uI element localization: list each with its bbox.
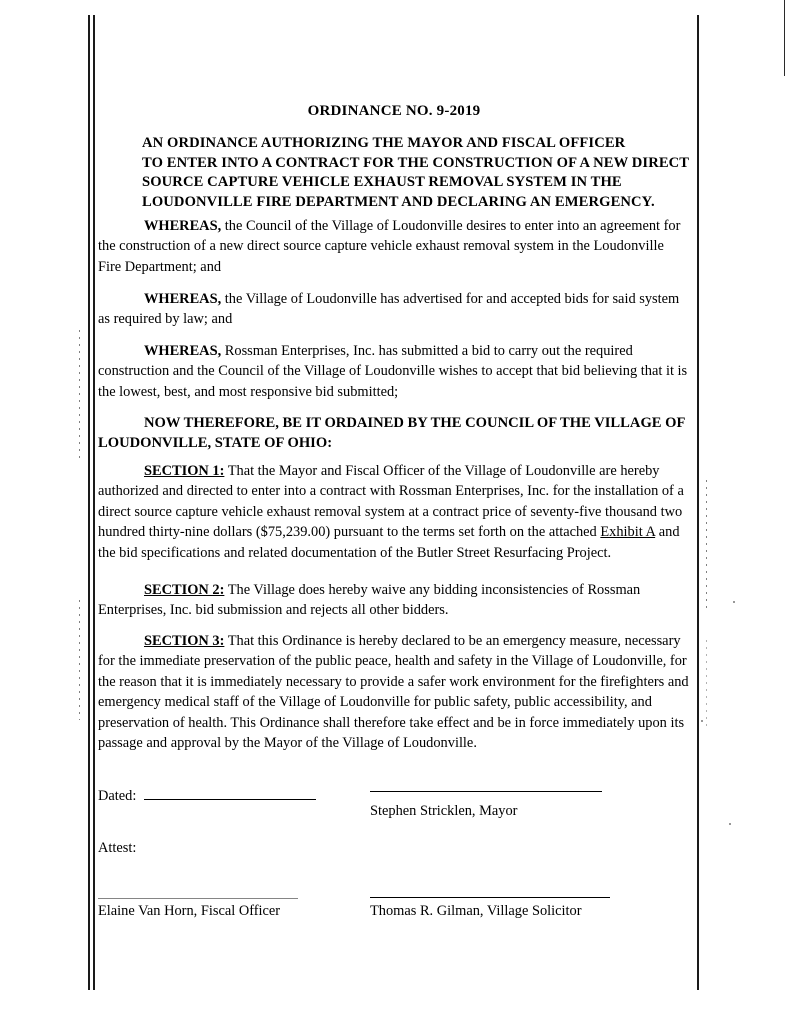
scan-artifact-left-lower: [79, 600, 80, 720]
ordinance-title-line-3: SOURCE CAPTURE VEHICLE EXHAUST REMOVAL SYSTEM IN THE: [142, 174, 622, 190]
enacting-clause: [98, 413, 690, 454]
scan-artifact-right-lower: [706, 640, 707, 730]
ordinance-number-heading: ORDINANCE NO. 9-2019: [307, 103, 481, 119]
fiscal-officer-name-label: Elaine Van Horn, Fiscal Officer: [98, 903, 281, 919]
solicitor-signature-line[interactable]: [370, 896, 610, 898]
whereas-clause-2: [98, 289, 690, 330]
ordinance-title-line-1: AN ORDINANCE AUTHORIZING THE MAYOR AND FISCAL OFFICER: [142, 135, 626, 151]
section-1-label: SECTION 1:: [144, 463, 225, 479]
whereas-clause-3: [98, 341, 690, 402]
whereas-text-3: Rossman Enterprises, Inc. has submitted a bid to carry out the required construction and the Council of the Village of Loudonville wishes to accept that bid believing that it is the lowest, best, and most responsive bid submitted;: [98, 343, 688, 400]
mayor-signature-line[interactable]: [370, 790, 602, 792]
whereas-clause-1: [98, 216, 690, 277]
section-1: [98, 461, 690, 563]
section-2-label: SECTION 2:: [144, 582, 225, 598]
section-3: [98, 631, 690, 753]
fiscal-officer-signature-line[interactable]: [98, 897, 298, 899]
whereas-lead-2: WHEREAS,: [144, 291, 222, 307]
whereas-lead-3: WHEREAS,: [144, 343, 222, 359]
ordinance-title-line-4: LOUDONVILLE FIRE DEPARTMENT AND DECLARING AN EMERGENCY.: [142, 193, 655, 210]
section-3-label: SECTION 3:: [144, 633, 225, 649]
section-3-text: That this Ordinance is hereby declared to be an emergency measure, necessary for the immediate preservation of the public peace, health and safety in the Village of Loudonville, for the reason that it is immediately necessary to provide a safer work environment for the firefighters and emergency medical staff of the Village of Loudonville for public safety, public accessibility, and preservation of health. This Ordinance shall therefore take effect and be in force immediately upon its passage and approval by the Mayor of the Village of Loudonville.: [98, 633, 689, 752]
whereas-text-2: the Village of Loudonville has advertised for and accepted bids for said system as required by law; and: [98, 291, 680, 328]
scan-artifact-left-upper: [79, 330, 80, 460]
page-left-rule-two: [93, 15, 95, 990]
dated-signature-line[interactable]: [144, 786, 316, 800]
section-2: [98, 580, 690, 621]
whereas-lead-1: WHEREAS,: [144, 218, 222, 234]
scan-speck: [729, 823, 731, 825]
section-1-text-before-exhibit: That the Mayor and Fiscal Officer of the Village of Loudonville are hereby authorized and directed to enter into a contract with Rossman Enterprises, Inc. for the installation of a direct source capture vehicle exhaust removal system at a contract price of seventy-five thousand two hundred thirty-nine dollars ($75,239.00) pursuant to the terms set forth on the attached: [98, 463, 684, 541]
scan-artifact-right-upper: [706, 480, 707, 610]
ordinance-title-line-2: TO ENTER INTO A CONTRACT FOR THE CONSTRUCTION OF A NEW DIRECT: [142, 154, 690, 171]
solicitor-name-label: Thomas R. Gilman, Village Solicitor: [370, 903, 582, 919]
whereas-text-1: the Council of the Village of Loudonville desires to enter into an agreement for the construction of a new direct source capture vehicle exhaust removal system in the Loudonville Fire Department; and: [98, 218, 681, 275]
scan-speck: [701, 720, 703, 722]
exhibit-a-reference: Exhibit A: [600, 524, 656, 541]
scan-edge-mark: [784, 0, 785, 76]
document-content: [98, 0, 690, 1024]
mayor-name-label: Stephen Stricklen, Mayor: [370, 803, 518, 819]
attest-label: Attest:: [98, 840, 137, 856]
dated-label: Dated:: [98, 788, 137, 804]
page-left-rule: [88, 15, 90, 990]
ordinance-title-block: [142, 134, 702, 212]
section-1-text-after-exhibit: and the bid specifications and related documentation of the Butler Street Resurfacing Project.: [98, 524, 680, 561]
scan-speck: [733, 601, 735, 603]
section-2-text: The Village does hereby waive any bidding inconsistencies of Rossman Enterprises, Inc. bid submission and rejects all other bidders.: [98, 582, 641, 619]
enacting-clause-text: NOW THEREFORE, BE IT ORDAINED BY THE COUNCIL OF THE VILLAGE OF LOUDONVILLE, STATE OF OHIO:: [98, 415, 685, 452]
